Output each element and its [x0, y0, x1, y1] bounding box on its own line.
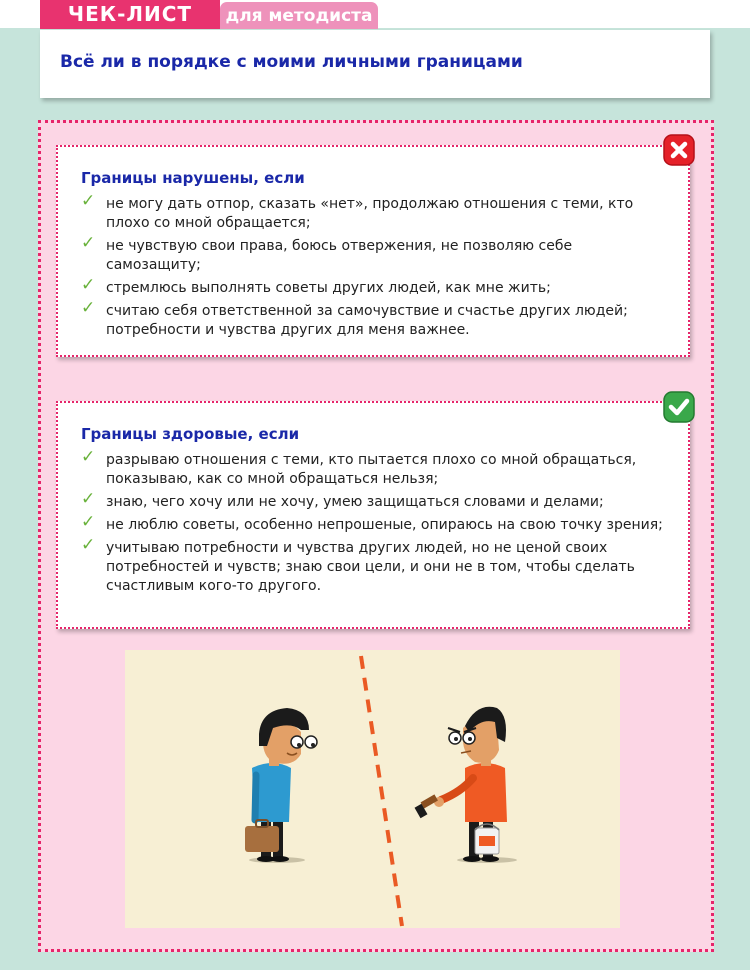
list-item: ✓ не чувствую свои права, боюсь отвержения, не позволяю себе самозащиту;	[81, 233, 573, 273]
check-icon: ✓	[81, 191, 96, 211]
check-icon: ✓	[81, 298, 96, 318]
list-item: ✓ учитываю потребности и чувства других людей, но не ценой своих потребностей и чувств; знаю свои цели, и они не в том, чтобы сделать счастливым кого-то другого.	[81, 535, 635, 594]
boundaries-illustration	[125, 650, 620, 928]
list-item: ✓ знаю, чего хочу или не хочу, умею защищаться словами и делами;	[81, 489, 604, 510]
check-icon: ✓	[81, 535, 96, 555]
violated-list	[81, 191, 671, 344]
list-item: ✓ стремлюсь выполнять советы других людей, как мне жить;	[81, 275, 551, 296]
check-icon: ✓	[81, 489, 96, 509]
check-icon: ✓	[81, 512, 96, 532]
audience-tag: для методиста	[220, 2, 378, 29]
list-item: ✓ не люблю советы, особенно непрошеные, опираюсь на свою точку зрения;	[81, 512, 663, 533]
violated-card	[56, 145, 690, 357]
assertive-man-figure	[415, 707, 517, 863]
title-box	[40, 30, 710, 98]
checkmark-icon	[663, 391, 695, 423]
healthy-card	[56, 401, 690, 629]
check-icon: ✓	[81, 447, 96, 467]
check-icon: ✓	[81, 275, 96, 295]
healthy-heading: Границы здоровые, если	[81, 425, 300, 443]
checklist-tag: ЧЕК-ЛИСТ	[40, 0, 220, 29]
list-item: ✓ не могу дать отпор, сказать «нет», продолжаю отношения с теми, кто плохо со мной обращается;	[81, 191, 634, 231]
check-icon: ✓	[81, 233, 96, 253]
list-item: ✓ разрываю отношения с теми, кто пытается плохо со мной обращаться, показываю, как со мной обращаться нельзя;	[81, 447, 637, 487]
page-title: Всё ли в порядке с моими личными границами	[60, 52, 523, 72]
shy-man-figure	[245, 708, 317, 863]
boundary-line	[361, 656, 402, 926]
list-item: ✓ считаю себя ответственной за самочувствие и счастье других людей; потребности и чувства других для меня важнее.	[81, 298, 628, 338]
violated-heading: Границы нарушены, если	[81, 169, 305, 187]
cross-icon	[663, 134, 695, 166]
healthy-list	[81, 447, 671, 600]
